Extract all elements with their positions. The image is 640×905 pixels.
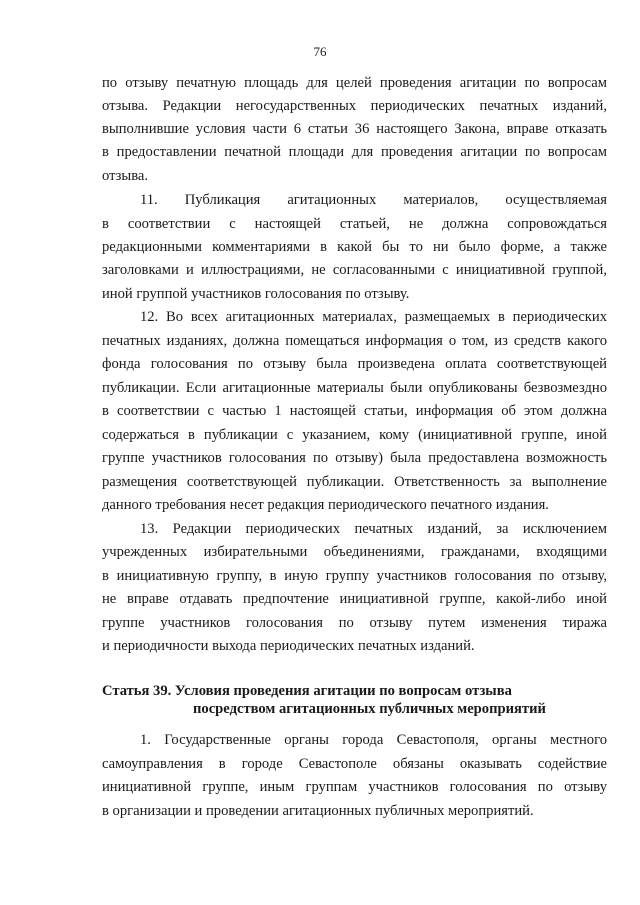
text-line: группе участников голосования по отзыву путем изменения тиража <box>102 615 607 631</box>
text-line: 11. Публикация агитационных материалов, осуществляемая <box>140 192 607 208</box>
text-line: 13. Редакции периодических печатных изданий, за исключением <box>140 521 607 537</box>
text-line: не вправе отдавать предпочтение инициативной группе, какой-либо иной <box>102 591 607 607</box>
text-line: данного требования несет редакция периодического печатного издания. <box>102 497 549 513</box>
text-line: в соответствии с частью 1 настоящей статьи, информация об этом должна <box>102 403 607 419</box>
text-line: отзыва. <box>102 168 149 184</box>
text-line: печатных изданиях, должна помещаться информация о том, из средств какого <box>102 333 607 349</box>
text-line: в инициативную группу, в иную группу участников голосования по отзыву, <box>102 568 607 584</box>
page-number: 76 <box>313 44 327 59</box>
text-line: иной группой участников голосования по отзыву. <box>102 286 410 302</box>
text-line: в организации и проведении агитационных публичных мероприятий. <box>102 803 534 819</box>
text-line: содержаться в публикации с указанием, кому (инициативной группе, иной <box>102 427 607 443</box>
text-line: 1. Государственные органы города Севастополя, органы местного <box>140 732 607 748</box>
article-heading: Статья 39. Условия проведения агитации по вопросам отзыва <box>102 683 512 699</box>
text-line: размещения соответствующей публикации. Ответственность за выполнение <box>102 474 607 490</box>
text-line: редакционными комментариями в какой бы то ни было форме, а также <box>102 239 607 255</box>
text-line: самоуправления в городе Севастополе обязаны оказывать содействие <box>102 756 607 772</box>
text-line: по отзыву печатную площадь для целей проведения агитации по вопросам <box>102 75 607 91</box>
text-line: отзыва. Редакции негосударственных периодических печатных изданий, <box>102 98 607 114</box>
text-line: учрежденных избирательными объединениями, гражданами, входящими <box>102 544 607 560</box>
text-line: в предоставлении печатной площади для проведения агитации по вопросам <box>102 144 607 160</box>
text-line: публикации. Если агитационные материалы были опубликованы безвозмездно <box>102 380 607 396</box>
text-line: группе участников голосования по отзыву) была предоставлена возможность <box>102 450 607 466</box>
article-heading-continued: посредством агитационных публичных мероприятий <box>193 701 546 717</box>
text-line: заголовками и иллюстрациями, не согласованными с инициативной группой, <box>102 262 607 278</box>
text-line: в соответствии с настоящей статьей, не должна сопровождаться <box>102 216 607 232</box>
text-line: фонда голосования по отзыву была произведена оплата соответствующей <box>102 356 607 372</box>
text-line: и периодичности выхода периодических печатных изданий. <box>102 638 475 654</box>
text-line: 12. Во всех агитационных материалах, размещаемых в периодических <box>140 309 607 325</box>
text-line: инициативной группе, иным группам участников голосования по отзыву <box>102 779 607 795</box>
text-line: выполнившие условия части 6 статьи 36 настоящего Закона, вправе отказать <box>102 121 607 137</box>
